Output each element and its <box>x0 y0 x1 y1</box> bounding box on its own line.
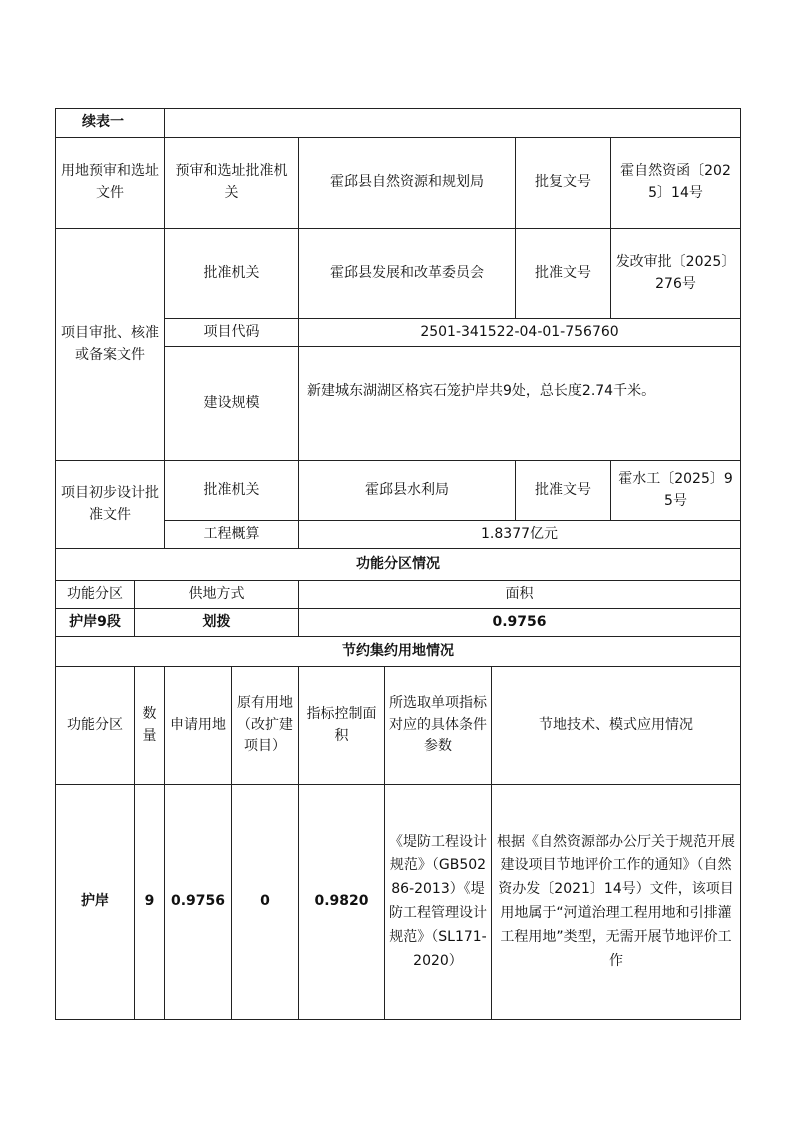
intensive-count: 9 <box>135 785 165 1020</box>
zoning-data-row <box>56 609 741 637</box>
project-code-label: 项目代码 <box>165 319 299 347</box>
title-blank <box>165 109 741 138</box>
construction-scale: 新建城东湖湖区格宾石笼护岸共9处，总长度2.74千米。 <box>299 347 741 461</box>
site-selection-org-label: 预审和选址批准机关 <box>165 138 299 229</box>
zoning-header-row <box>56 581 741 609</box>
project-code: 2501-341522-04-01-756760 <box>299 319 741 347</box>
design-approval-org: 霍邱县水利局 <box>299 461 516 521</box>
intensive-header-existing: 原有用地（改扩建项目） <box>232 667 299 785</box>
design-approval-doc-no: 霍水工〔2025〕95号 <box>611 461 741 521</box>
budget: 1.8377亿元 <box>299 521 741 549</box>
intensive-header-applied: 申请用地 <box>165 667 232 785</box>
intensive-heading-row <box>56 637 741 667</box>
zoning-zone: 护岸9段 <box>56 609 135 637</box>
construction-scale-label: 建设规模 <box>165 347 299 461</box>
zoning-heading-row <box>56 549 741 581</box>
zoning-supply: 划拨 <box>135 609 299 637</box>
site-selection-row <box>56 138 741 229</box>
project-approval-org-label: 批准机关 <box>165 229 299 319</box>
zoning-heading: 功能分区情况 <box>56 549 741 581</box>
zoning-header-supply: 供地方式 <box>135 581 299 609</box>
intensive-heading: 节约集约用地情况 <box>56 637 741 667</box>
project-approval-doc-label: 批准文号 <box>516 229 611 319</box>
zoning-header-area: 面积 <box>299 581 741 609</box>
title-row <box>56 109 741 138</box>
zoning-header-zone: 功能分区 <box>56 581 135 609</box>
intensive-header-count: 数量 <box>135 667 165 785</box>
intensive-zone: 护岸 <box>56 785 135 1020</box>
intensive-params: 《堤防工程设计规范》（GB50286-2013）《堤防工程管理设计规范》（SL171-2020） <box>385 785 492 1020</box>
intensive-header-control: 指标控制面积 <box>299 667 385 785</box>
design-approval-org-label: 批准机关 <box>165 461 299 521</box>
intensive-data-row <box>56 785 741 1020</box>
intensive-header-row <box>56 667 741 785</box>
continuation-title: 续表一 <box>56 109 165 138</box>
intensive-control: 0.9820 <box>299 785 385 1020</box>
intensive-tech: 根据《自然资源部办公厅关于规范开展建设项目节地评价工作的通知》（自然资办发〔2021〕14号）文件，该项目用地属于“河道治理工程用地和引排灌工程用地”类型，无需开展节地评价工作 <box>492 785 741 1020</box>
site-selection-section: 用地预审和选址文件 <box>56 138 165 229</box>
intensive-applied: 0.9756 <box>165 785 232 1020</box>
site-selection-org: 霍邱县自然资源和规划局 <box>299 138 516 229</box>
intensive-header-params: 所选取单项指标对应的具体条件参数 <box>385 667 492 785</box>
budget-label: 工程概算 <box>165 521 299 549</box>
design-approval-doc-label: 批准文号 <box>516 461 611 521</box>
site-selection-doc-no: 霍自然资函〔2025〕14号 <box>611 138 741 229</box>
project-approval-org: 霍邱县发展和改革委员会 <box>299 229 516 319</box>
intensive-header-zone: 功能分区 <box>56 667 135 785</box>
project-approval-doc-no: 发改审批〔2025〕276号 <box>611 229 741 319</box>
land-use-table <box>55 108 741 1020</box>
zoning-area: 0.9756 <box>299 609 741 637</box>
intensive-existing: 0 <box>232 785 299 1020</box>
project-approval-org-row <box>56 229 741 319</box>
design-approval-section: 项目初步设计批准文件 <box>56 461 165 549</box>
site-selection-doc-label: 批复文号 <box>516 138 611 229</box>
project-approval-section: 项目审批、核准或备案文件 <box>56 229 165 461</box>
intensive-header-tech: 节地技术、模式应用情况 <box>492 667 741 785</box>
design-approval-org-row <box>56 461 741 521</box>
